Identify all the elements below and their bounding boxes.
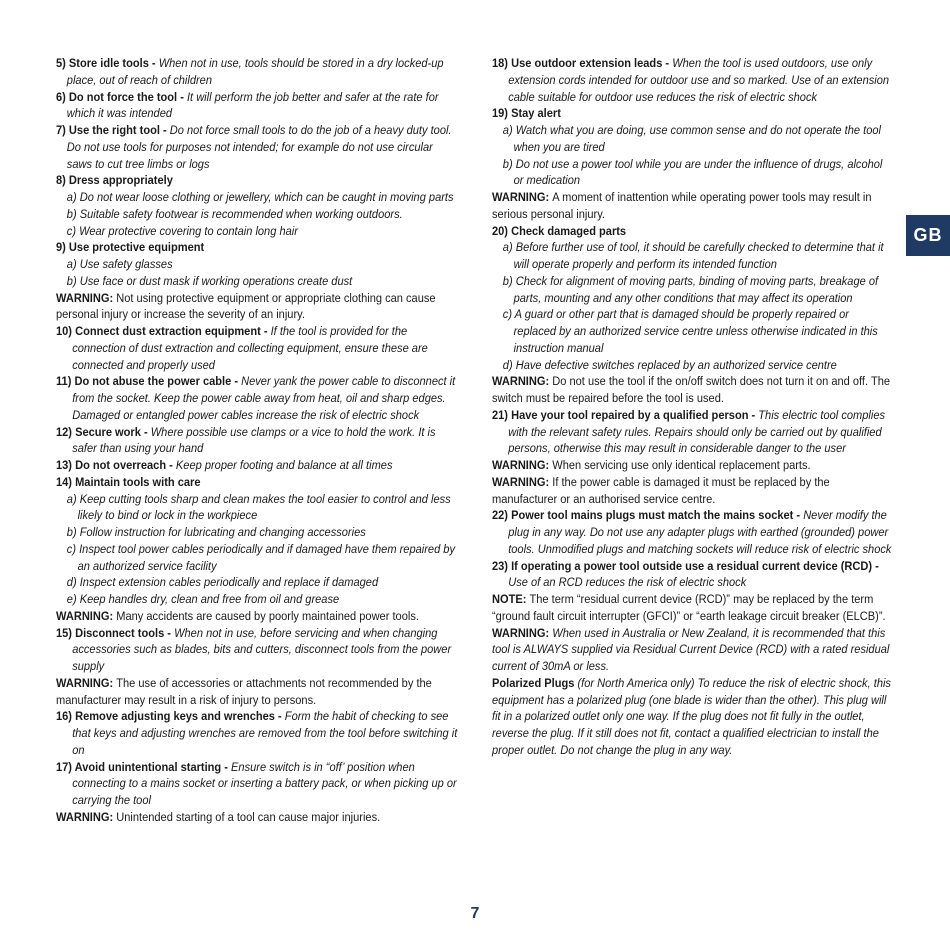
item-heading: WARNING: <box>492 190 553 204</box>
item-text: c) Wear protective covering to contain long hair <box>66 223 298 238</box>
item-heading: 12) Secure work - <box>56 424 151 439</box>
instruction-item <box>56 625 457 675</box>
item-heading: 10) Connect dust extraction equipment - <box>56 324 271 338</box>
sub-item <box>56 189 457 206</box>
item-heading: 21) Have your tool repaired by a qualified person - <box>492 407 759 422</box>
item-text: a) Do not wear loose clothing or jewellery, which can be caught in moving parts <box>66 190 454 204</box>
item-heading: 15) Disconnect tools - <box>56 625 175 640</box>
instruction-item <box>56 89 457 123</box>
warning-paragraph <box>492 625 892 675</box>
item-heading: 9) Use protective equipment <box>56 240 205 255</box>
instruction-item <box>56 172 457 189</box>
item-heading: 11) Do not abuse the power cable - <box>56 374 242 389</box>
item-text: a) Keep cutting tools sharp and clean makes the tool easier to control and less likely to bind or lock in the workpiece <box>66 491 451 523</box>
item-text: Ensure switch is in “off’ position when connecting to a mains socket or inserting a battery pack, or when picking up or carrying the tool <box>72 759 457 807</box>
sub-item <box>56 591 457 608</box>
sub-item <box>492 357 892 374</box>
item-text: When used in Australia or New Zealand, it is recommended that this tool is ALWAYS supplied via Residual Current Device (RCD) with a rated residual current of 30mA or less. <box>492 625 890 673</box>
item-text: a) Use safety glasses <box>66 257 173 271</box>
item-text: Unintended starting of a tool can cause major injuries. <box>116 809 381 824</box>
sub-item <box>492 306 892 356</box>
item-text: Do not use the tool if the on/off switch does not turn it on and off. The switch must be repaired before the tool is used. <box>492 374 891 405</box>
item-text: Form the habit of checking to see that keys and adjusting wrenches are removed from the tool before switching it on <box>72 709 458 757</box>
sub-item <box>56 206 457 223</box>
sub-item <box>56 491 457 525</box>
item-heading: 7) Use the right tool - <box>56 123 170 137</box>
instruction-item <box>56 759 457 809</box>
instruction-item <box>56 424 457 458</box>
item-text: a) Watch what you are doing, use common sense and do not operate the tool when you are tired <box>502 123 881 154</box>
sub-item <box>56 541 457 575</box>
item-text: d) Have defective switches replaced by an authorized service centre <box>502 357 837 372</box>
item-heading: 23) If operating a power tool outside use a residual current device (RCD) - <box>492 558 879 573</box>
instruction-item <box>56 323 457 373</box>
sub-item <box>492 273 892 307</box>
item-heading: 13) Do not overreach - <box>56 458 176 472</box>
instruction-item <box>56 457 457 474</box>
instruction-item <box>56 239 457 256</box>
item-text: b) Use face or dust mask if working operations create dust <box>66 273 353 288</box>
item-heading: WARNING: <box>56 675 117 690</box>
item-text: If the tool is provided for the connection of dust extraction and collecting equipment, ensure these are connected and properly used <box>72 324 428 372</box>
instruction-item <box>56 122 457 172</box>
sub-item <box>56 256 457 273</box>
item-heading: 16) Remove adjusting keys and wrenches - <box>56 709 285 724</box>
item-heading: 14) Maintain tools with care <box>56 474 201 489</box>
warning-paragraph <box>56 608 457 625</box>
item-heading: 17) Avoid unintentional starting - <box>56 759 232 774</box>
item-text: A moment of inattention while operating power tools may result in serious personal injury. <box>492 190 872 221</box>
item-text: a) Before further use of tool, it should be carefully checked to determine that it will operate properly and perform its intended function <box>502 240 884 271</box>
item-heading: 5) Store idle tools - <box>56 56 159 70</box>
item-text: Do not force small tools to do the job of a heavy duty tool. Do not use tools for purposes not intended; for example do not use circular saws to cut tree limbs or logs <box>66 123 452 171</box>
item-text: Never modify the plug in any way. Do not use any adapter plugs with earthed (grounded) power tools. Unmodified plugs and matching sockets will reduce risk of electric shock <box>508 508 892 556</box>
warning-paragraph <box>56 675 457 709</box>
item-text: b) Follow instruction for lubricating and changing accessories <box>66 525 366 539</box>
item-text: Keep proper footing and balance at all times <box>175 458 393 472</box>
item-heading: 19) Stay alert <box>492 106 561 121</box>
instruction-item <box>492 105 892 122</box>
language-tab-label: GB <box>913 225 943 245</box>
item-text: It will perform the job better and safer at the rate for which it was intended <box>66 89 439 121</box>
item-heading: 22) Power tool mains plugs must match the mains socket - <box>492 508 804 523</box>
item-text: When servicing use only identical replacement parts. <box>552 458 811 472</box>
instruction-item <box>492 55 892 105</box>
sub-item <box>56 273 457 290</box>
item-text: If the power cable is damaged it must be replaced by the manufacturer or an authorised service centre. <box>492 474 830 506</box>
sub-item <box>492 122 892 156</box>
item-text: b) Suitable safety footwear is recommended when working outdoors. <box>66 206 403 221</box>
instruction-item <box>56 474 457 491</box>
item-heading: WARNING: <box>492 474 553 489</box>
item-text: When not in use, tools should be stored in a dry locked-up place, out of reach of children <box>66 56 444 87</box>
right-column <box>492 55 892 759</box>
item-text: c) A guard or other part that is damaged should be properly repaired or replaced by an authorized service centre unless otherwise indicated in this instruction manual <box>502 307 878 355</box>
item-heading: 18) Use outdoor extension leads - <box>492 56 673 70</box>
instruction-item <box>492 407 892 457</box>
item-text: Many accidents are caused by poorly maintained power tools. <box>116 608 419 623</box>
item-text: The term “residual current device (RCD)” may be replaced by the term “ground fault circuit interrupter (GFCI)” or “earth leakage circuit breaker (ELCB)”. <box>492 592 886 623</box>
item-heading: 6) Do not force the tool - <box>56 89 187 104</box>
item-text: The use of accessories or attachments not recommended by the manufacturer may result in a risk of injury to persons. <box>56 675 432 707</box>
instruction-item <box>492 223 892 240</box>
instruction-item <box>56 708 457 758</box>
item-text: Not using protective equipment or appropriate clothing can cause personal injury or increase the severity of an injury. <box>56 290 436 322</box>
item-heading: WARNING: <box>56 809 117 824</box>
sub-item <box>56 524 457 541</box>
sub-item <box>492 239 892 273</box>
item-heading: WARNING: <box>492 458 553 472</box>
item-heading: 20) Check damaged parts <box>492 223 627 238</box>
item-heading: WARNING: <box>56 290 117 305</box>
sub-item <box>56 223 457 240</box>
item-text: b) Do not use a power tool while you are under the influence of drugs, alcohol or medication <box>502 156 883 188</box>
item-text: e) Keep handles dry, clean and free from oil and grease <box>66 592 340 606</box>
item-heading: WARNING: <box>492 625 553 640</box>
item-heading: WARNING: <box>492 374 553 389</box>
warning-paragraph <box>56 290 457 324</box>
item-heading: 8) Dress appropriately <box>56 173 173 188</box>
item-text: Use of an RCD reduces the risk of electric shock <box>508 575 747 590</box>
item-text: b) Check for alignment of moving parts, binding of moving parts, breakage of parts, mounting and any other conditions that may affect its operation <box>502 273 879 305</box>
warning-paragraph <box>492 373 892 407</box>
instruction-item <box>56 55 457 89</box>
language-tab <box>906 215 950 256</box>
instruction-item <box>56 373 457 423</box>
warning-paragraph <box>56 809 457 826</box>
item-text: This electric tool complies with the relevant safety rules. Repairs should only be carried out by qualified persons, otherwise this may result in considerable danger to the user <box>508 407 886 456</box>
warning-paragraph <box>492 591 892 625</box>
item-text: Where possible use clamps or a vice to hold the work. It is safer than using your hand <box>72 424 436 456</box>
warning-paragraph <box>492 189 892 223</box>
item-text: When the tool is used outdoors, use only extension cords intended for outdoor use and so marked. Use of an extension cable suitable for outdoor use reduces the risk of electric shock <box>508 56 890 104</box>
sub-item <box>492 156 892 190</box>
warning-paragraph <box>492 675 892 759</box>
item-text: d) Inspect extension cables periodically and replace if damaged <box>66 575 379 590</box>
warning-paragraph <box>492 474 892 508</box>
item-heading: NOTE: <box>492 592 530 606</box>
item-heading: Polarized Plugs <box>492 675 578 690</box>
instruction-item <box>492 507 892 557</box>
item-text: Never yank the power cable to disconnect it from the socket. Keep the power cable away from heat, oil and sharp edges. Damaged or entangled power cables increase the risk of electric shock <box>72 374 456 422</box>
item-text: c) Inspect tool power cables periodically and if damaged have them repaired by an authorized service facility <box>66 541 455 573</box>
warning-paragraph <box>492 457 892 474</box>
left-column <box>56 55 457 826</box>
sub-item <box>56 574 457 591</box>
instruction-item <box>492 558 892 592</box>
page-number: 7 <box>470 905 480 922</box>
item-heading: WARNING: <box>56 608 117 623</box>
item-text: When not in use, before servicing and when changing accessories such as blades, bits and cutters, disconnect tools from the power supply <box>72 625 452 673</box>
item-text: (for North America only) To reduce the risk of electric shock, this equipment has a polarized plug (one blade is wider than the other). This plug will fit in a polarized outlet only one way. If the plug does not fit fully in the outlet, reverse the plug. If it still does not fit, contact a qualified electrician to install the proper outlet. Do not change the plug in any way. <box>492 675 891 757</box>
